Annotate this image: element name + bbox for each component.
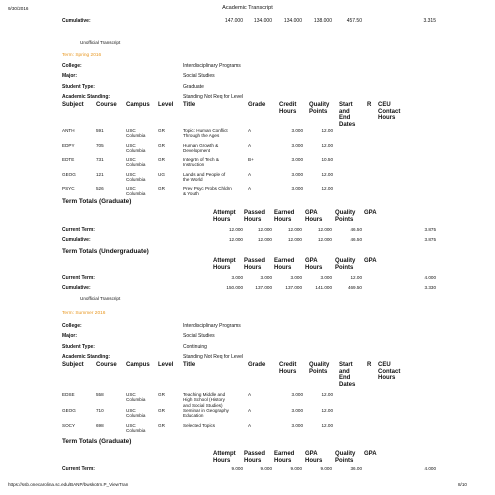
- totals-header-attempt: Attempt Hours: [213, 258, 236, 271]
- course-subject: GEOG: [62, 407, 76, 413]
- column-header-ceu: CEU Contact Hours: [378, 362, 401, 382]
- major-value: Social Studies: [183, 333, 215, 340]
- ug-current-term-value: 3.000: [260, 275, 272, 280]
- course-credit-hours: 3.000: [291, 186, 303, 191]
- course-campus: USC Columbia: [126, 407, 146, 418]
- academic-standing-label: Academic Standing:: [62, 353, 111, 360]
- course-number: 526: [96, 186, 104, 191]
- course-quality-points: 12.00: [321, 142, 333, 148]
- column-header-title: Title: [183, 362, 196, 368]
- major-value: Social Studies: [183, 73, 215, 80]
- top-cumulative-label: Cumulative:: [62, 18, 91, 24]
- grad-current-term-value: 3.875: [424, 227, 436, 232]
- course-title: Prev Psyc Probs Chldrn & Youth: [183, 186, 232, 197]
- student-type-label: Student Type:: [62, 343, 95, 350]
- column-header-credit: Credit Hours: [279, 102, 297, 115]
- course-grade: B+: [248, 157, 254, 162]
- course-credit-hours: 3.000: [291, 423, 303, 428]
- course-level: GR: [158, 392, 165, 397]
- college-label: College:: [62, 323, 82, 329]
- cumulative-value: 134.000: [283, 18, 302, 24]
- course-campus: USC Columbia: [126, 186, 146, 197]
- course-subject: EDSE: [62, 392, 75, 397]
- grad-cumulative-value: 12.000: [257, 237, 272, 242]
- column-header-grade: Grade: [248, 102, 266, 108]
- college-value: Interdisciplinary Programs: [183, 63, 241, 69]
- column-header-campus: Campus: [126, 362, 150, 368]
- ug-current-term-value: 3.000: [231, 275, 243, 280]
- summer-current-term-label: Current Term:: [62, 466, 95, 472]
- academic-standing-value: Standing Not Req for Level: [183, 353, 244, 360]
- academic-standing-label: Academic Standing:: [62, 93, 111, 100]
- course-quality-points: 12.00: [321, 171, 333, 177]
- course-level: GR: [158, 128, 165, 133]
- page-url[interactable]: https://ssb.onecarolina.sc.edu/BANP/bwskotrn.P_ViewTran: [8, 482, 129, 487]
- course-subject: EDTE: [62, 157, 75, 162]
- academic-standing-value: Standing Not Req for Level: [183, 93, 244, 100]
- grad-cumulative-value: 3.875: [424, 237, 436, 242]
- course-credit-hours: 3.000: [291, 157, 303, 162]
- grad-current-term-value: 12.000: [287, 227, 302, 232]
- totals-header-gpa-hours: GPA Hours: [305, 451, 323, 464]
- course-subject: EDPY: [62, 142, 75, 148]
- grad-cumulative-label: Cumulative:: [62, 237, 91, 243]
- summer-current-term-value: 9.000: [260, 466, 272, 471]
- column-header-quality: Quality Points: [309, 102, 330, 115]
- summer-current-term-value: 9.000: [320, 466, 332, 471]
- grad-current-term-value: 12.000: [228, 227, 243, 232]
- column-header-r: R: [367, 102, 372, 108]
- ug-current-term-value: 4.000: [424, 275, 436, 280]
- grad-current-term-value: 46.50: [350, 227, 362, 232]
- course-level: GR: [158, 142, 165, 148]
- grad-current-term-value: 12.000: [317, 227, 332, 232]
- totals-header-passed: Passed Hours: [244, 258, 266, 271]
- course-title: Teaching Middle and High School (History and Social Studies): [183, 392, 226, 408]
- totals-header-quality: Quality Points: [335, 451, 356, 464]
- course-title: Selected Topics: [183, 423, 216, 428]
- course-quality-points: 12.00: [321, 423, 333, 428]
- college-label: College:: [62, 63, 82, 69]
- course-number: 705: [96, 142, 104, 148]
- totals-header-passed: Passed Hours: [244, 451, 266, 464]
- totals-header-earned: Earned Hours: [274, 210, 295, 223]
- ug-cumulative-value: 150.000: [226, 285, 243, 290]
- column-header-start: Start and End Dates: [339, 102, 356, 128]
- totals-header-gpa-hours: GPA Hours: [305, 210, 323, 223]
- course-number: 121: [96, 171, 104, 177]
- course-title: Human Growth & Development: [183, 142, 219, 153]
- course-grade: A: [248, 392, 252, 397]
- grad-current-term-label: Current Term:: [62, 227, 95, 233]
- summer-current-term-value: 9.000: [290, 466, 302, 471]
- course-subject: SOCY: [62, 423, 76, 428]
- column-header-level: Level: [158, 102, 174, 108]
- page-number: 8/10: [458, 482, 467, 487]
- course-level: GR: [158, 186, 165, 191]
- major-label: Major:: [62, 333, 77, 340]
- summer-current-term-value: 9.000: [231, 466, 243, 471]
- column-header-r: R: [367, 362, 372, 368]
- course-grade: A: [248, 171, 252, 177]
- grad-current-term-value: 12.000: [257, 227, 272, 232]
- course-level: GR: [158, 423, 165, 428]
- cumulative-value: 134.000: [253, 18, 272, 24]
- course-credit-hours: 3.000: [291, 392, 303, 397]
- ug-cumulative-value: 3.330: [424, 285, 436, 290]
- grad-cumulative-value: 12.000: [287, 237, 302, 242]
- course-quality-points: 12.00: [321, 407, 333, 413]
- course-credit-hours: 3.000: [291, 128, 303, 133]
- grad-cumulative-value: 46.50: [350, 237, 362, 242]
- course-subject: GEOG: [62, 171, 76, 177]
- column-header-subject: Subject: [62, 102, 84, 108]
- course-number: 698: [96, 423, 104, 428]
- page-title: Academic Transcript: [222, 5, 273, 11]
- column-header-ceu: CEU Contact Hours: [378, 102, 401, 122]
- course-credit-hours: 3.000: [291, 407, 303, 413]
- course-quality-points: 12.00: [321, 186, 333, 191]
- column-header-subject: Subject: [62, 362, 84, 368]
- course-subject: PSYC: [62, 186, 75, 191]
- unofficial-transcript-label-2: Unofficial Transcript: [80, 296, 121, 301]
- totals-header-attempt: Attempt Hours: [213, 451, 236, 464]
- ug-cumulative-value: 137.000: [285, 285, 302, 290]
- ug-cumulative-value: 469.50: [347, 285, 362, 290]
- summer-current-term-value: 4.000: [424, 466, 436, 471]
- course-quality-points: 12.00: [321, 128, 333, 133]
- ug-current-term-value: 3.000: [290, 275, 302, 280]
- column-header-course: Course: [96, 102, 117, 108]
- major-label: Major:: [62, 73, 77, 80]
- term-totals-graduate-heading: Term Totals (Graduate): [62, 198, 132, 205]
- course-number: 558: [96, 392, 104, 397]
- course-grade: A: [248, 423, 252, 428]
- student-type-label: Student Type:: [62, 83, 95, 90]
- column-header-start: Start and End Dates: [339, 362, 356, 388]
- ug-cumulative-value: 141.000: [315, 285, 332, 290]
- course-credit-hours: 3.000: [291, 142, 303, 148]
- term-summer-2016: Term: Summer 2016: [62, 311, 106, 316]
- course-campus: USC Columbia: [126, 157, 146, 168]
- unofficial-transcript-label: Unofficial Transcript: [80, 40, 121, 45]
- totals-header-attempt: Attempt Hours: [213, 210, 236, 223]
- course-campus: USC Columbia: [126, 142, 146, 153]
- cumulative-value: 147.000: [224, 18, 243, 24]
- totals-header-gpa: GPA: [364, 210, 377, 216]
- college-value: Interdisciplinary Programs: [183, 323, 241, 329]
- totals-header-earned: Earned Hours: [274, 258, 295, 271]
- ug-cumulative-value: 137.000: [255, 285, 272, 290]
- totals-header-quality: Quality Points: [335, 258, 356, 271]
- print-date: 9/30/2016: [8, 6, 29, 11]
- course-level: GR: [158, 407, 165, 413]
- course-grade: A: [248, 407, 252, 413]
- cumulative-value: 457.50: [346, 18, 362, 24]
- course-title: Integrtn of Tech & Instruction: [183, 157, 219, 168]
- course-grade: A: [248, 142, 252, 148]
- column-header-grade: Grade: [248, 362, 266, 368]
- column-header-course: Course: [96, 362, 117, 368]
- term-spring-2016: Term: Spring 2016: [62, 53, 102, 58]
- term-totals-undergraduate-heading: Term Totals (Undergraduate): [62, 248, 149, 255]
- summer-current-term-value: 36.00: [350, 466, 362, 471]
- course-campus: USC Columbia: [126, 392, 146, 403]
- ug-current-term-value: 12.00: [350, 275, 362, 280]
- ug-current-term-label: Current Term:: [62, 275, 95, 281]
- ug-cumulative-label: Cumulative:: [62, 285, 91, 291]
- course-number: 731: [96, 157, 104, 162]
- cumulative-value: 138.000: [313, 18, 332, 24]
- column-header-quality: Quality Points: [309, 362, 330, 375]
- course-grade: A: [248, 186, 252, 191]
- course-title: Lands and People of the World: [183, 171, 226, 182]
- column-header-level: Level: [158, 362, 174, 368]
- course-campus: USC Columbia: [126, 128, 146, 139]
- column-header-campus: Campus: [126, 102, 150, 108]
- course-level: UG: [158, 171, 165, 177]
- course-subject: ANTH: [62, 128, 75, 133]
- course-number: 591: [96, 128, 104, 133]
- course-title: Topic: Human Conflict Through the Ages: [183, 128, 228, 139]
- course-title: Seminar in Geography Education: [183, 407, 229, 418]
- totals-header-gpa-hours: GPA Hours: [305, 258, 323, 271]
- totals-header-quality: Quality Points: [335, 210, 356, 223]
- column-header-credit: Credit Hours: [279, 362, 297, 375]
- course-quality-points: 12.00: [321, 392, 333, 397]
- totals-header-passed: Passed Hours: [244, 210, 266, 223]
- student-type-value: Graduate: [183, 83, 204, 90]
- totals-header-gpa: GPA: [364, 451, 377, 457]
- course-campus: USC Columbia: [126, 171, 146, 182]
- grad-cumulative-value: 12.000: [317, 237, 332, 242]
- course-grade: A: [248, 128, 252, 133]
- student-type-value: Continuing: [183, 343, 207, 350]
- column-header-title: Title: [183, 102, 196, 108]
- course-credit-hours: 3.000: [291, 171, 303, 177]
- course-campus: USC Columbia: [126, 423, 146, 434]
- course-quality-points: 10.50: [321, 157, 333, 162]
- ug-current-term-value: 3.000: [320, 275, 332, 280]
- course-level: GR: [158, 157, 165, 162]
- summer-term-totals-graduate-heading: Term Totals (Graduate): [62, 438, 132, 445]
- grad-cumulative-value: 12.000: [228, 237, 243, 242]
- cumulative-value: 3.315: [423, 18, 436, 24]
- totals-header-gpa: GPA: [364, 258, 377, 264]
- totals-header-earned: Earned Hours: [274, 451, 295, 464]
- course-number: 710: [96, 407, 104, 413]
